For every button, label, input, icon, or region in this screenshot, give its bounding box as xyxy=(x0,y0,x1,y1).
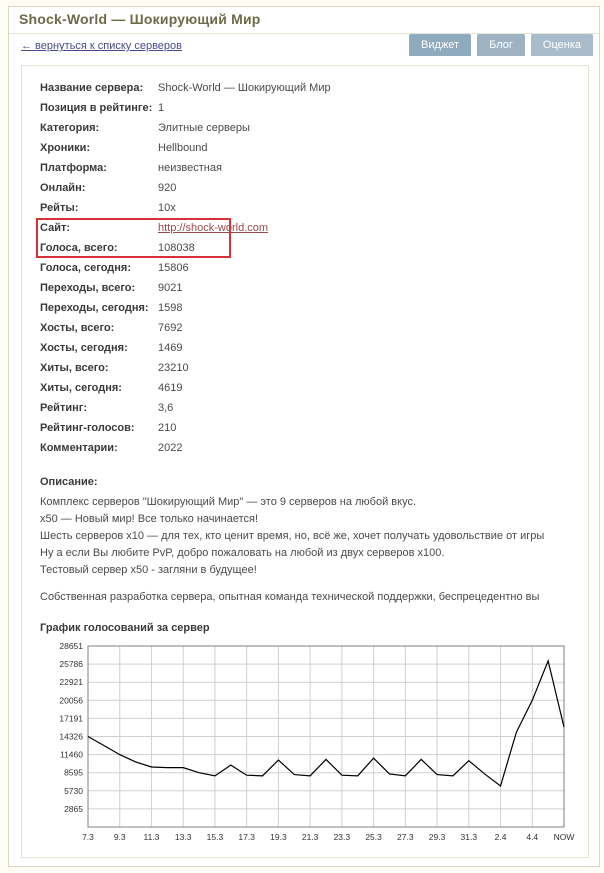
info-row xyxy=(40,298,588,318)
info-value: Hellbound xyxy=(158,142,208,154)
info-value: 10x xyxy=(158,202,176,214)
info-row xyxy=(40,138,588,158)
info-value: 7692 xyxy=(158,322,183,334)
svg-text:25786: 25786 xyxy=(59,659,83,670)
info-label: Голоса, всего: xyxy=(40,242,118,254)
info-row xyxy=(40,158,588,178)
info-label: Онлайн: xyxy=(40,182,86,194)
info-value: 23210 xyxy=(158,362,189,374)
info-row xyxy=(40,358,588,378)
page-header xyxy=(9,7,599,34)
description-block xyxy=(40,476,589,606)
info-value: 2022 xyxy=(158,442,183,454)
chart-canvas xyxy=(40,638,580,853)
info-row xyxy=(40,418,588,438)
info-label: Название сервера: xyxy=(40,82,144,94)
info-row xyxy=(40,438,588,458)
svg-text:8595: 8595 xyxy=(64,767,83,778)
description-title: Описание: xyxy=(40,476,98,488)
description-line: Ну а если Вы любите PvP, добро пожаловать на любой из двух серверов x100. xyxy=(40,547,445,559)
info-value: неизвестная xyxy=(158,162,222,174)
chart-svg xyxy=(40,638,580,853)
info-value: Shock-World — Шокирующий Мир xyxy=(158,82,331,94)
info-row xyxy=(40,98,588,118)
info-value: 1598 xyxy=(158,302,183,314)
info-label: Хосты, всего: xyxy=(40,322,115,334)
svg-text:27.3: 27.3 xyxy=(397,832,414,842)
info-label: Хиты, сегодня: xyxy=(40,382,122,394)
server-info-table xyxy=(40,78,588,458)
svg-text:9.3: 9.3 xyxy=(113,832,126,842)
svg-text:23.3: 23.3 xyxy=(333,832,351,842)
svg-text:4.4: 4.4 xyxy=(526,832,539,842)
svg-text:11.3: 11.3 xyxy=(143,832,160,842)
description-line: Собственная разработка сервера, опытная команда технической поддержки, беспрецедентно вы xyxy=(40,591,540,603)
window-frame xyxy=(8,6,600,867)
info-label: Платформа: xyxy=(40,162,107,174)
info-row xyxy=(40,278,588,298)
info-row xyxy=(40,318,588,338)
info-value: 1469 xyxy=(158,342,183,354)
svg-text:14326: 14326 xyxy=(59,731,83,742)
description-line: Шесть серверов x10 — для тех, кто ценит время, но, всё же, хочет получать удовольствие от игры xyxy=(40,530,545,542)
info-value: Элитные серверы xyxy=(158,122,250,134)
info-value: 920 xyxy=(158,182,177,194)
info-value: 15806 xyxy=(158,262,189,274)
server-site-link[interactable]: http://shock-world.com xyxy=(158,222,269,234)
tab-rating[interactable]: Оценка xyxy=(531,34,593,56)
info-label: Позиция в рейтинге: xyxy=(40,102,153,114)
page-title: Shock-World — Шокирующий Мир xyxy=(19,11,261,27)
info-label: Сайт: xyxy=(40,222,71,234)
info-label: Рейтинг: xyxy=(40,402,87,414)
svg-text:31.3: 31.3 xyxy=(460,832,478,842)
svg-text:17.3: 17.3 xyxy=(238,832,255,842)
info-row xyxy=(40,338,588,358)
info-label: Хосты, сегодня: xyxy=(40,342,128,354)
info-label: Рейты: xyxy=(40,202,79,214)
info-label: Хиты, всего: xyxy=(40,362,109,374)
svg-text:28651: 28651 xyxy=(59,641,83,651)
info-row xyxy=(40,398,588,418)
info-row xyxy=(40,78,588,98)
info-label: Категория: xyxy=(40,122,100,134)
info-label: Голоса, сегодня: xyxy=(40,262,131,274)
svg-text:20056: 20056 xyxy=(59,695,83,706)
info-row xyxy=(40,118,588,138)
info-value: 4619 xyxy=(158,382,183,394)
chart-title: График голосований за сервер xyxy=(40,622,210,634)
svg-text:11460: 11460 xyxy=(59,749,83,760)
svg-text:15.3: 15.3 xyxy=(206,832,224,842)
info-value: 3,6 xyxy=(158,402,174,414)
info-label: Хроники: xyxy=(40,142,91,154)
info-label: Комментарии: xyxy=(40,442,118,454)
info-row-votes-total xyxy=(40,238,588,258)
svg-text:17191: 17191 xyxy=(59,713,83,724)
info-label: Переходы, сегодня: xyxy=(40,302,149,314)
svg-text:2.4: 2.4 xyxy=(494,832,507,842)
info-row xyxy=(40,378,588,398)
description-spacer xyxy=(40,579,589,589)
svg-text:NOW: NOW xyxy=(553,832,575,842)
info-row xyxy=(40,198,588,218)
svg-text:22921: 22921 xyxy=(59,677,83,688)
tab-blog[interactable]: Блог xyxy=(477,34,525,56)
svg-text:5730: 5730 xyxy=(64,785,83,796)
svg-text:13.3: 13.3 xyxy=(174,832,192,842)
info-row xyxy=(40,218,588,238)
description-line: x50 — Новый мир! Все только начинается! xyxy=(40,513,259,525)
info-label: Переходы, всего: xyxy=(40,282,136,294)
info-row xyxy=(40,178,588,198)
back-to-list-link[interactable]: ← вернуться к списку серверов xyxy=(21,40,182,52)
info-value: 108038 xyxy=(158,242,195,254)
info-row-votes-today xyxy=(40,258,588,278)
content-panel xyxy=(21,65,589,858)
info-label: Рейтинг-голосов: xyxy=(40,422,135,434)
svg-text:25.3: 25.3 xyxy=(365,832,382,842)
svg-text:7.3: 7.3 xyxy=(82,832,94,842)
sub-header-bar xyxy=(9,34,599,64)
description-line: Тестовый сервер x50 - загляни в будущее! xyxy=(40,564,257,576)
tab-bar xyxy=(409,34,593,56)
svg-text:21.3: 21.3 xyxy=(301,832,319,842)
svg-text:19.3: 19.3 xyxy=(270,832,287,842)
tab-widget[interactable]: Виджет xyxy=(409,34,471,56)
description-line: Комплекс серверов "Шокирующий Мир" — это 9 серверов на любой вкус. xyxy=(40,496,417,508)
info-value: 1 xyxy=(158,102,165,114)
svg-text:29.3: 29.3 xyxy=(428,832,446,842)
info-value: 210 xyxy=(158,422,177,434)
votes-chart-block xyxy=(40,622,588,853)
info-value: 9021 xyxy=(158,282,183,294)
svg-text:2865: 2865 xyxy=(64,803,83,814)
